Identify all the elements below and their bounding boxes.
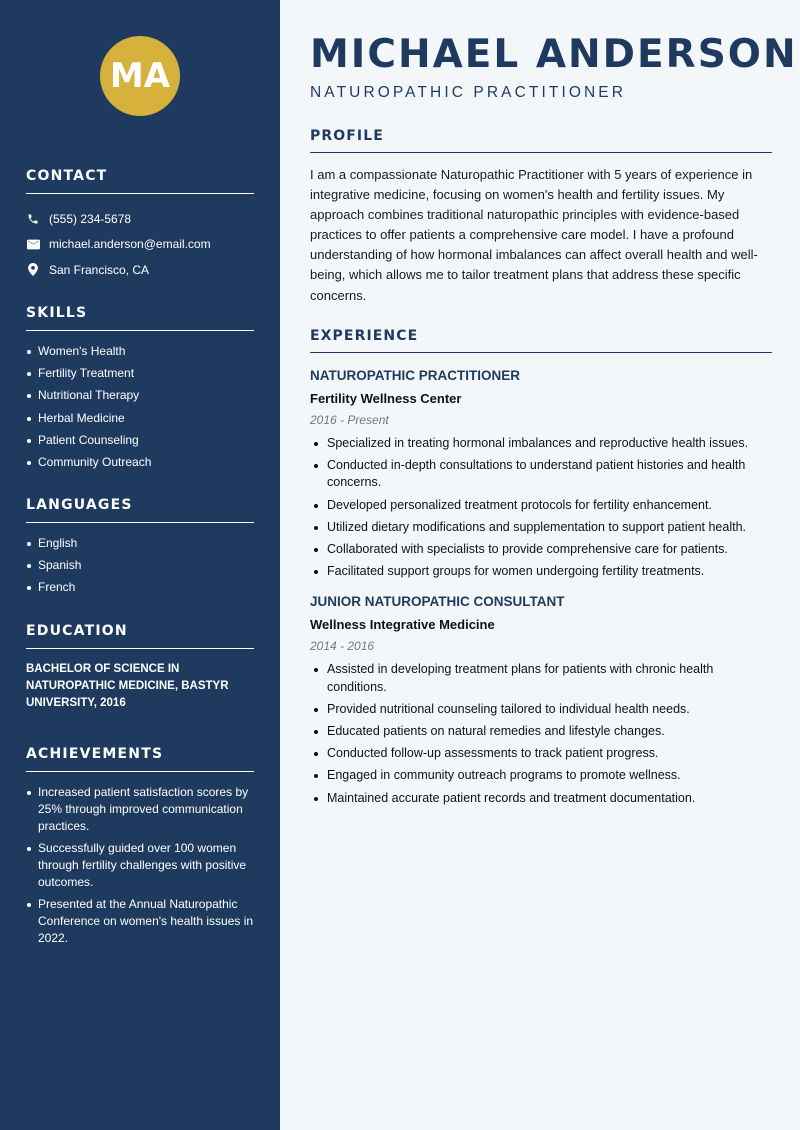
achievements-list — [26, 784, 254, 947]
job-dates: 2016 - Present — [310, 413, 389, 427]
list-item: Successfully guided over 100 women through fertility challenges with positive outcomes. — [26, 840, 254, 891]
list-item: Conducted in-depth consultations to understand patient histories and health concerns. — [310, 457, 772, 491]
sidebar — [0, 0, 280, 1130]
avatar: MA — [100, 36, 180, 116]
education-degree: BACHELOR OF SCIENCE IN NATUROPATHIC MEDICINE, BASTYR UNIVERSITY, 2016 — [26, 663, 229, 709]
skills-section — [26, 305, 254, 476]
list-item: Women's Health — [26, 343, 254, 360]
list-item: Conducted follow-up assessments to track patient progress. — [310, 745, 772, 762]
list-item: Nutritional Therapy — [26, 387, 254, 404]
phone-text: (555) 234-5678 — [49, 211, 132, 226]
company-name: Fertility Wellness Center — [310, 391, 462, 406]
list-item: Fertility Treatment — [26, 365, 254, 382]
email-text: michael.anderson@email.com — [49, 237, 211, 252]
job-bullets — [310, 661, 772, 806]
list-item: Facilitated support groups for women undergoing fertility treatments. — [310, 563, 772, 580]
list-item: Assisted in developing treatment plans for patients with chronic health conditions. — [310, 661, 772, 695]
profile-text: I am a compassionate Naturopathic Practitioner with 5 years of experience in integrative medicine, focusing on women's health and fertility issues. My approach combines traditional naturopathic principles with evidence-based practices to offer patients a comprehensive care model. I have a profound understanding of how hormonal imbalances can affect overall health and well-being, which allows me to tailor treatment plans that address these specific concerns. — [310, 167, 758, 303]
achievements-section — [26, 746, 254, 953]
education-section — [26, 623, 254, 712]
languages-list — [26, 535, 254, 596]
contact-heading: CONTACT — [26, 168, 254, 194]
job-entry — [310, 367, 772, 580]
list-item: Herbal Medicine — [26, 410, 254, 427]
job-title: NATUROPATHIC PRACTITIONER — [310, 368, 520, 383]
location-pin-icon — [26, 263, 40, 277]
list-item: Spanish — [26, 557, 254, 574]
list-item: Increased patient satisfaction scores by 25% through improved communication practices. — [26, 784, 254, 835]
job-bullets — [310, 435, 772, 580]
experience-section — [310, 328, 772, 812]
list-item: Specialized in treating hormonal imbalances and reproductive health issues. — [310, 435, 772, 452]
email-icon — [26, 237, 40, 251]
list-item: Collaborated with specialists to provide comprehensive care for patients. — [310, 541, 772, 558]
contact-phone — [26, 206, 254, 232]
languages-heading: LANGUAGES — [26, 497, 254, 523]
experience-heading: EXPERIENCE — [310, 328, 772, 353]
list-item: Engaged in community outreach programs to promote wellness. — [310, 767, 772, 784]
job-entry — [310, 593, 772, 806]
list-item: Developed personalized treatment protocols for fertility enhancement. — [310, 497, 772, 514]
job-title: JUNIOR NATUROPATHIC CONSULTANT — [310, 594, 565, 610]
list-item: Patient Counseling — [26, 432, 254, 449]
list-item: Presented at the Annual Naturopathic Conference on women's health issues in 2022. — [26, 896, 254, 947]
list-item: Maintained accurate patient records and treatment documentation. — [310, 790, 772, 807]
skills-list — [26, 343, 254, 471]
profile-heading: PROFILE — [310, 128, 772, 153]
contact-location — [26, 257, 254, 283]
contact-email — [26, 232, 254, 258]
profile-section — [310, 128, 772, 306]
list-item: Community Outreach — [26, 454, 254, 471]
list-item: English — [26, 535, 254, 552]
list-item: French — [26, 579, 254, 596]
list-item: Educated patients on natural remedies and lifestyle changes. — [310, 723, 772, 740]
location-text: San Francisco, CA — [49, 262, 150, 277]
company-name: Wellness Integrative Medicine — [310, 617, 495, 633]
languages-section — [26, 497, 254, 602]
contact-section — [26, 168, 254, 283]
candidate-name: MICHAEL ANDERSON — [310, 32, 798, 77]
education-heading: EDUCATION — [26, 623, 254, 649]
list-item: Provided nutritional counseling tailored to individual health needs. — [310, 701, 772, 718]
achievements-heading: ACHIEVEMENTS — [26, 746, 254, 772]
candidate-title: NATUROPATHIC PRACTITIONER — [310, 84, 627, 101]
phone-icon — [26, 212, 40, 226]
list-item: Utilized dietary modifications and supplementation to support patient health. — [310, 519, 772, 536]
job-dates: 2014 - 2016 — [310, 639, 375, 654]
skills-heading: SKILLS — [26, 305, 254, 331]
